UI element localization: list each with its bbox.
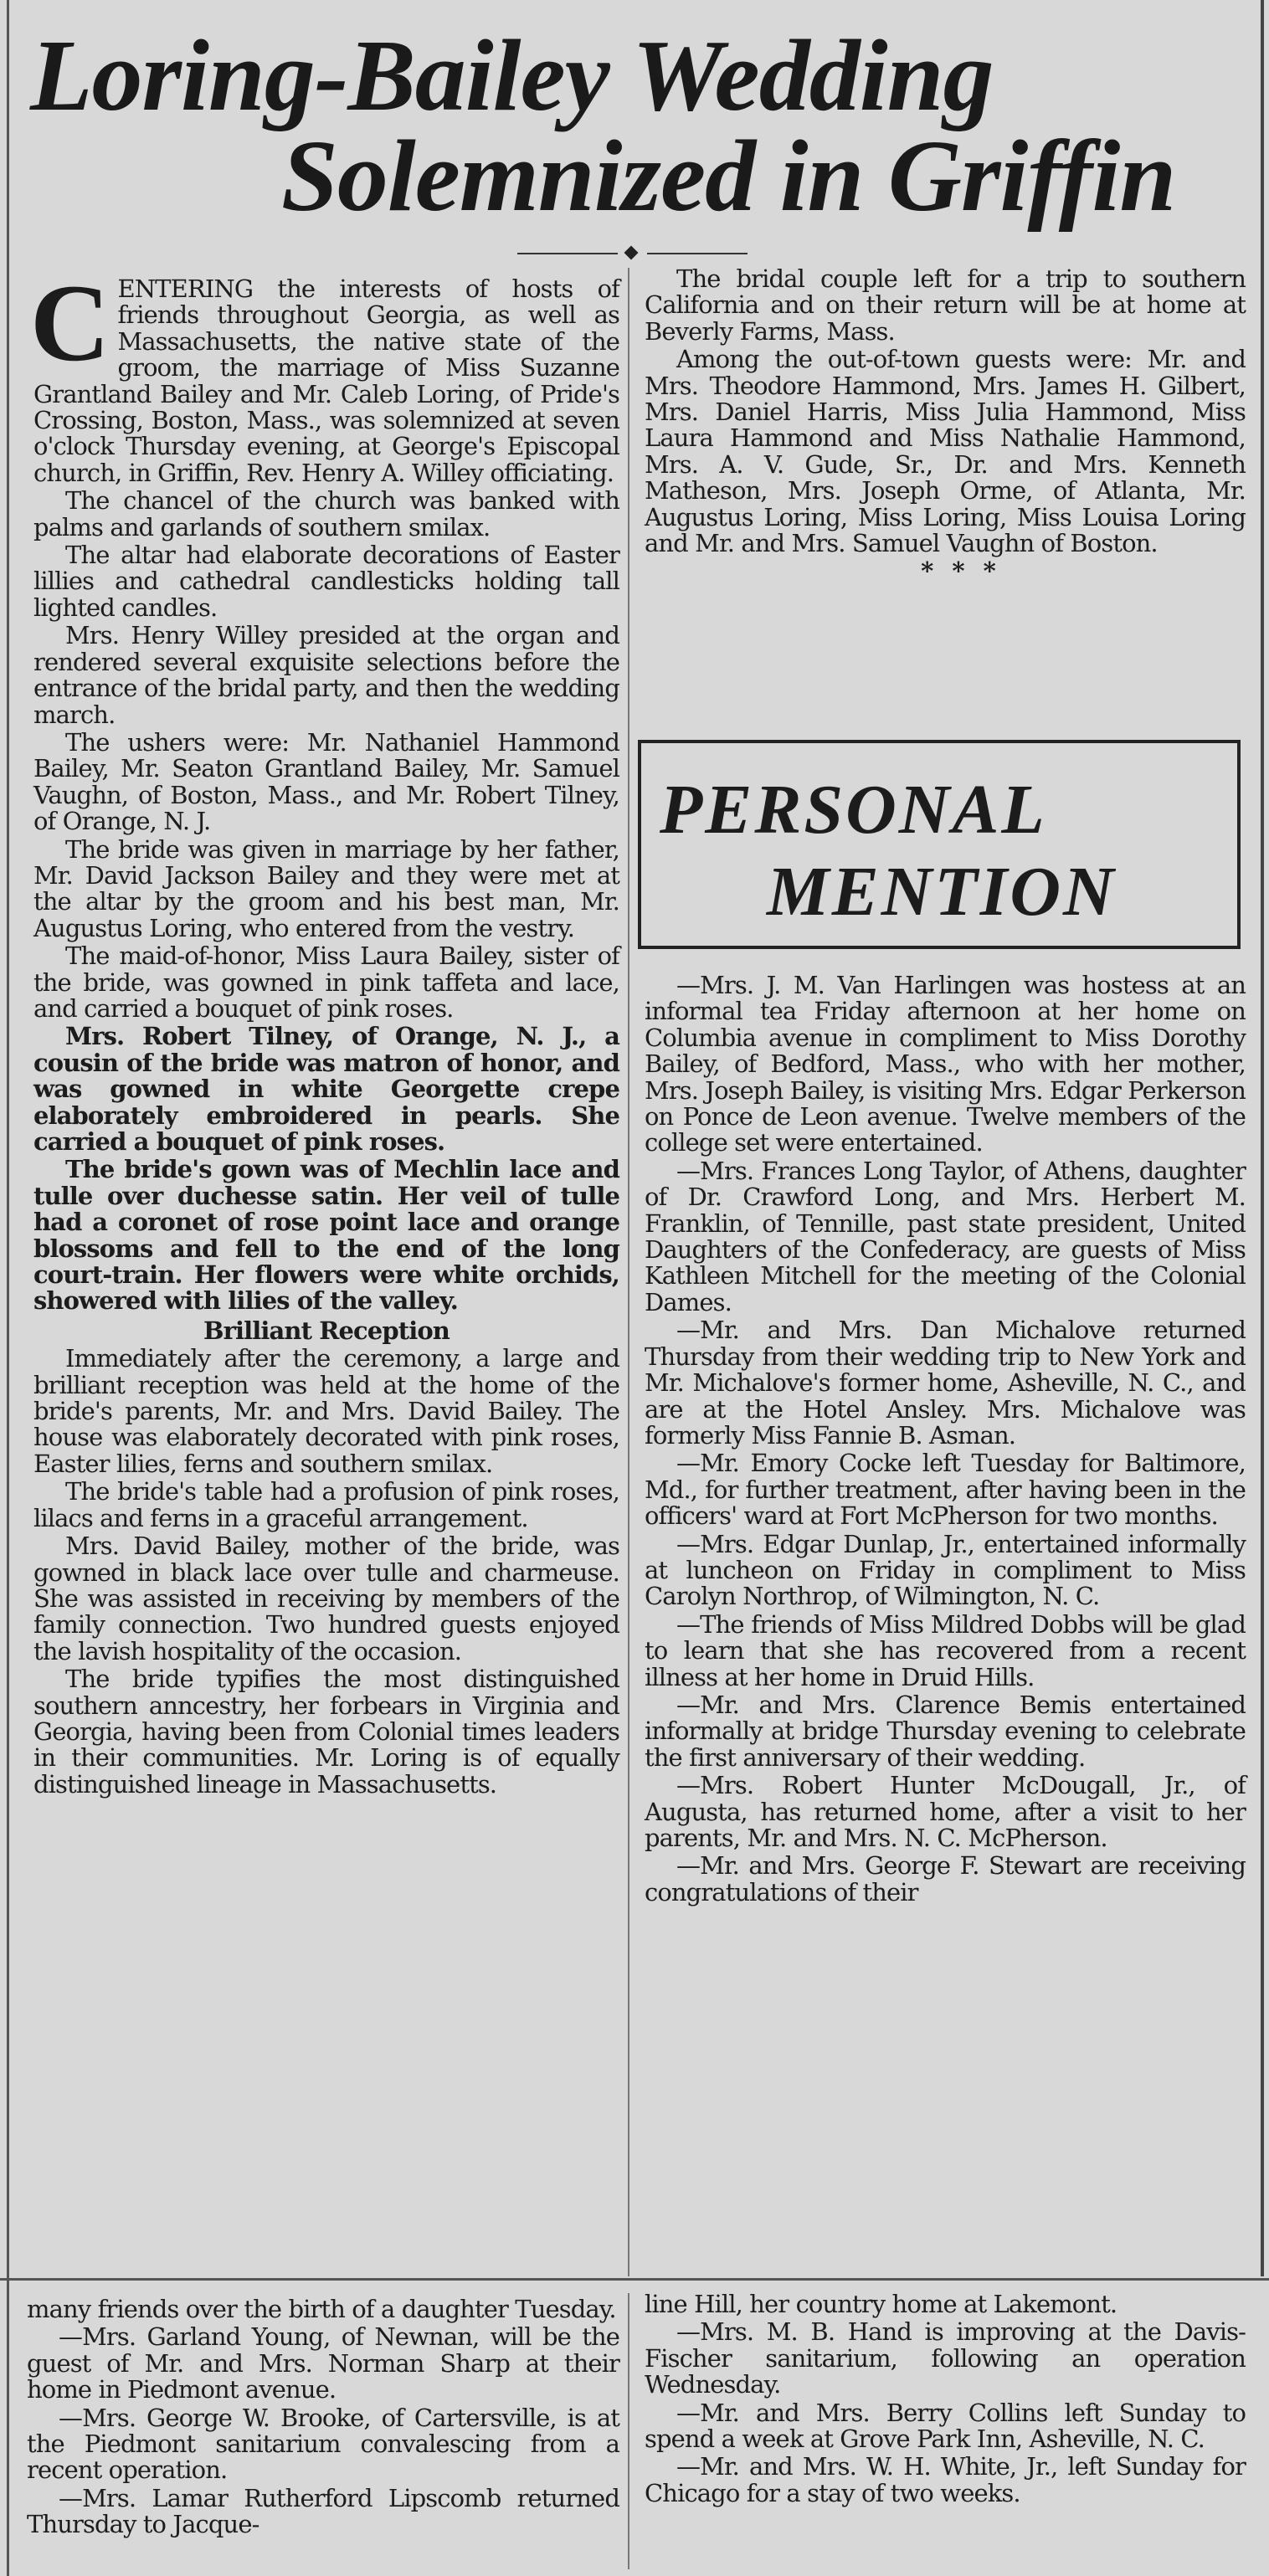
- mention-heading: MENTION: [767, 853, 1117, 931]
- reception-paragraph: The bridal couple left for a trip to southern California and on their return will be at home at Beverly Farms, Mass.: [645, 264, 1246, 346]
- personal-mention-continued-left: [27, 2296, 619, 2540]
- headline-line-1: Loring-Bailey Wedding: [30, 19, 994, 132]
- wedding-paragraph: The bride was given in marriage by her father, Mr. David Jackson Bailey and they were met at the altar by the groom and his best man, Mr. Augustus Loring, who entered from the vestry.: [33, 834, 619, 942]
- column-rule-horizontal: [0, 2278, 1269, 2281]
- headline-line-2: Solemnized in Griffin: [281, 120, 1176, 233]
- wedding-paragraph: The maid-of-honor, Miss Laura Bailey, sister of the bride, was gowned in pink taffeta and lace, and carried a bouquet of pink roses.: [33, 942, 619, 1023]
- personal-item: line Hill, her country home at Lakemont.: [645, 2290, 1117, 2318]
- column-rule-vertical: [628, 268, 629, 2276]
- reception-paragraph: Immediately after the ceremony, a large and brilliant reception was held at the home of the bride's parents, Mr. and Mrs. David Bailey. The house was elaborately decorated with pink roses, Easter lilies, ferns and southern smilax.: [33, 1344, 619, 1478]
- personal-item: many friends over the birth of a daughter Tuesday.: [27, 2295, 616, 2323]
- personal-item: —Mrs. M. B. Hand is improving at the Davis-Fischer sanitarium, following an operation Wednesday.: [645, 2317, 1246, 2399]
- column-rule-vertical-bottom: [628, 2293, 629, 2569]
- reception-paragraph: The bride typifies the most distinguished southern anncestry, her forbears in Virginia and Georgia, having been from Colonial times leaders in their communities. Mr. Loring is of equally distinguished lineage in Massachusetts.: [33, 1665, 619, 1799]
- reception-paragraph: Mrs. David Bailey, mother of the bride, was gowned in black lace over tulle and charmeuse. She was assisted in receiving by members of the family connection. Two hundred guests enjoyed the lavish hospitality of the occasion.: [33, 1532, 619, 1665]
- personal-item: —The friends of Miss Mildred Dobbs will be glad to learn that she has recovered from a recent illness at her home in Druid Hills.: [645, 1609, 1246, 1691]
- reception-paragraph: Among the out-of-town guests were: Mr. and Mrs. Theodore Hammond, Mrs. James H. Gilbert, Mrs. Daniel Harris, Miss Julia Hammond, Miss Laura Hammond and Miss Nathalie Hammond, Mrs. A. V. Gude, Sr., Dr. and Mrs. Kenneth Matheson, Mrs. Joseph Orme, of Atlanta, Mr. Augustus Loring, Miss Loring, Miss Louisa Loring and Mr. and Mrs. Samuel Vaughn of Boston.: [645, 345, 1246, 558]
- wedding-paragraph: The altar had elaborate decorations of Easter lillies and cathedral candlesticks holding tall lighted candles.: [33, 541, 619, 622]
- wedding-article-continued: [645, 266, 1246, 587]
- left-border: [7, 0, 9, 2576]
- right-border: [1261, 0, 1264, 2276]
- personal-item: —Mrs. Lamar Rutherford Lipscomb returned Thursday to Jacque-: [27, 2483, 619, 2539]
- personal-item: —Mr. and Mrs. Berry Collins left Sunday to spend a week at Grove Park Inn, Asheville, N. C.: [645, 2398, 1246, 2454]
- personal-item: —Mrs. Frances Long Taylor, of Athens, daughter of Dr. Crawford Long, and Mrs. Herbert M. Franklin, of Tennille, past state president, United Daughters of the Confederacy, are guests of Miss Kathleen Mitchell for the meeting of the Colonial Dames.: [645, 1156, 1246, 1316]
- personal-item: —Mr. and Mrs. George F. Stewart are receiving congratulations of their: [645, 1851, 1246, 1906]
- wedding-paragraph: The chancel of the church was banked with palms and garlands of southern smilax.: [33, 486, 619, 541]
- personal-item: —Mrs. J. M. Van Harlingen was hostess at an informal tea Friday afternoon at her home on Columbia avenue in compliment to Miss Dorothy Bailey, of Bedford, Mass., who with her mother, Mrs. Joseph Bailey, is visiting Mrs. Edgar Perkerson on Ponce de Leon avenue. Twelve members of the college set were entertained.: [645, 971, 1246, 1157]
- wedding-paragraph: Mrs. Henry Willey presided at the organ and rendered several exquisite selections before the entrance of the bridal party, and then the wedding march.: [33, 621, 619, 729]
- personal-item: —Mrs. Robert Hunter McDougall, Jr., of Augusta, has returned home, after a visit to her parents, Mr. and Mrs. N. C. McPherson.: [645, 1771, 1246, 1852]
- personal-item: —Mrs. Edgar Dunlap, Jr., entertained informally at luncheon on Friday in compliment to Miss Carolyn Northrop, of Wilmington, N. C.: [645, 1529, 1246, 1611]
- reception-paragraph: The bride's table had a profusion of pink roses, lilacs and ferns in a graceful arrangement.: [33, 1477, 619, 1532]
- wedding-paragraph: Mrs. Robert Tilney, of Orange, N. J., a cousin of the bride was matron of honor, and was gowned in white Georgette crepe elaborately embroidered in pearls. She carried a bouquet of pink roses.: [33, 1022, 619, 1156]
- personal-mention-heading-box: [638, 740, 1241, 949]
- personal-heading: PERSONAL: [660, 771, 1047, 849]
- personal-item: —Mrs. George W. Brooke, of Cartersville, is at the Piedmont sanitarium convalescing from a recent operation.: [27, 2403, 619, 2485]
- section-stars: * * *: [921, 557, 1001, 586]
- wedding-paragraph: The ushers were: Mr. Nathaniel Hammond Bailey, Mr. Seaton Grantland Bailey, Mr. Samuel Vaughn, of Boston, Mass., and Mr. Robert Tilney, of Orange, N. J.: [33, 727, 619, 836]
- personal-item: —Mr. and Mrs. W. H. White, Jr., left Sunday for Chicago for a stay of two weeks.: [645, 2452, 1246, 2507]
- personal-item: —Mrs. Garland Young, of Newnan, will be the guest of Mr. and Mrs. Norman Sharp at their home in Piedmont avenue.: [27, 2322, 619, 2404]
- wedding-article-column: [30, 261, 619, 1799]
- personal-item: —Mr. Emory Cocke left Tuesday for Baltimore, Md., for further treatment, after having been in the officers' ward at Fort McPherson for two months.: [645, 1449, 1246, 1531]
- ornament-divider: [517, 248, 748, 259]
- personal-mention-column: [645, 972, 1246, 1907]
- personal-item: —Mr. and Mrs. Dan Michalove returned Thursday from their wedding trip to New York and Mr. Michalove's former home, Asheville, N. C., and are at the Hotel Ansley. Mrs. Michalove was formerly Miss Fannie B. Asman.: [645, 1316, 1246, 1450]
- personal-mention-continued-right: [645, 2291, 1246, 2508]
- personal-item: —Mr. and Mrs. Clarence Bemis entertained informally at bridge Thursday evening to celebrate the first anniversary of their wedding.: [645, 1690, 1246, 1772]
- wedding-paragraph: [30, 261, 619, 487]
- wedding-paragraph: The bride's gown was of Mechlin lace and tulle over duchesse satin. Her veil of tulle had a coronet of rose point lace and orange blossoms and fell to the end of the long court-train. Her flowers were white orchids, showered with lilies of the valley.: [33, 1155, 619, 1316]
- wedding-text: ENTERING the interests of hosts of friends throughout Georgia, as well as Massachusetts, the native state of the groom, the marriage of Miss Suzanne Grantland Bailey and Mr. Caleb Loring, of Pride's Crossing, Boston, Mass., was solemnized at seven o'clock Thursday evening, at George's Episcopal church, in Griffin, Rev. Henry A. Willey officiating.: [33, 275, 619, 487]
- subheading: Brilliant Reception: [203, 1316, 450, 1345]
- drop-cap: C: [30, 261, 110, 384]
